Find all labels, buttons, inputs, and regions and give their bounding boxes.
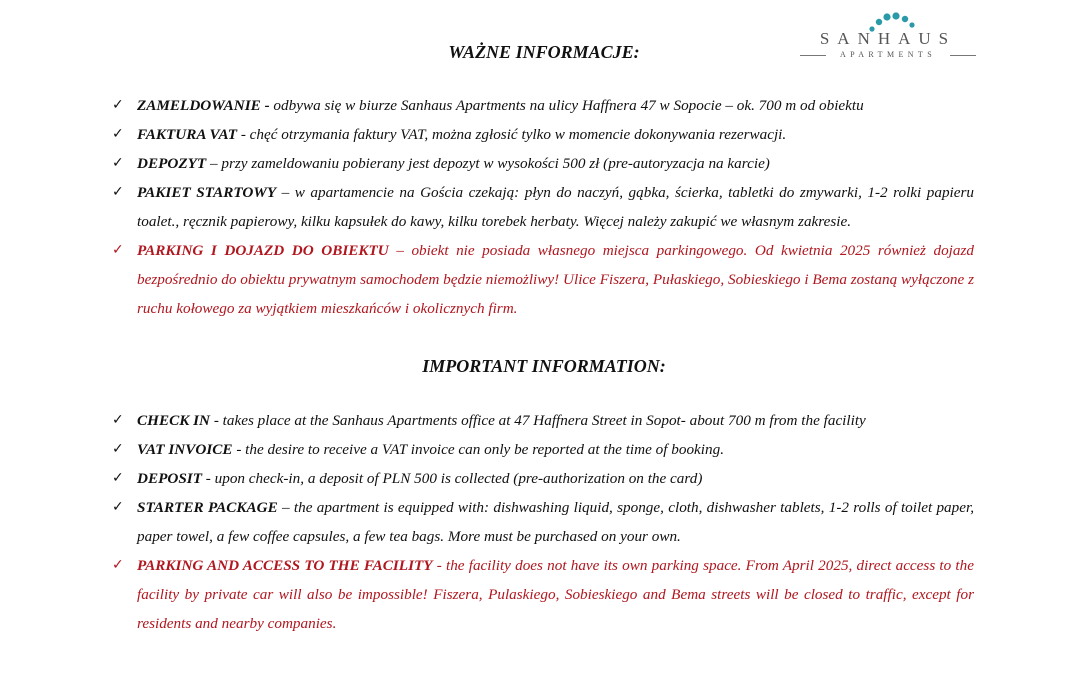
checkmark-icon: ✓ (112, 441, 124, 457)
list-item (112, 493, 974, 551)
item-text: - chęć otrzymania faktury VAT, można zgłosić tylko w momencie dokonywania rezerwacji. (237, 126, 787, 143)
item-text: - upon check-in, a deposit of PLN 500 is collected (pre-authorization on the card) (201, 470, 703, 487)
item-label: PAKIET STARTOWY (137, 184, 277, 201)
info-list-polish (112, 91, 974, 323)
list-item (112, 178, 974, 236)
heading-polish: WAŻNE INFORMACJE: (448, 42, 640, 62)
item-text: – the apartment is equipped with: dishwashing liquid, sponge, cloth, dishwasher tablets, 1-2 rolls of toilet paper, paper towel, a few coffee capsules, a few tea bags. More must be purchased on your own. (137, 499, 974, 545)
logo-subtitle: APARTMENTS (839, 50, 937, 59)
item-label: FAKTURA VAT (137, 126, 238, 143)
item-text: – obiekt nie posiada własnego miejsca parkingowego. Od kwietnia 2025 również dojazd bezpośrednio do obiektu prywatnym samochodem będzie niemożliwy! Ulice Fiszera, Pułaskiego, Sobieskiego i Bema zostaną wyłączone z ruchu kołowego za wyjątkiem mieszkańców i okolicznych firm. (137, 242, 974, 317)
item-label: PARKING I DOJAZD DO OBIEKTU (137, 242, 389, 259)
heading-english: IMPORTANT INFORMATION: (422, 356, 666, 376)
list-item (112, 406, 974, 435)
item-label: PARKING AND ACCESS TO THE FACILITY (137, 557, 433, 574)
list-item (112, 91, 974, 120)
checkmark-icon: ✓ (112, 242, 124, 258)
list-item (112, 149, 974, 178)
item-text: - takes place at the Sanhaus Apartments office at 47 Haffnera Street in Sopot- about 700 m from the facility (210, 412, 866, 429)
item-text: - the desire to receive a VAT invoice can only be reported at the time of booking. (232, 441, 724, 458)
item-label: DEPOZYT (137, 155, 207, 172)
item-label: VAT INVOICE (137, 441, 233, 458)
item-text: – przy zameldowaniu pobierany jest depozyt w wysokości 500 zł (pre-autoryzacja na karcie) (206, 155, 770, 172)
checkmark-icon: ✓ (112, 126, 124, 142)
item-label: ZAMELDOWANIE - (137, 97, 270, 114)
checkmark-icon: ✓ (112, 499, 124, 515)
item-text: - the facility does not have its own parking space. From April 2025, direct access to the facility by private car will also be impossible! Fiszera, Pulaskiego, Sobieskiego and Bema streets will be closed to traffic, except for residents and nearby companies. (137, 557, 974, 632)
list-item (112, 551, 974, 638)
info-list-english (112, 406, 974, 638)
checkmark-icon: ✓ (112, 470, 124, 486)
list-item (112, 464, 974, 493)
item-text: – w apartamencie na Gościa czekają: płyn do naczyń, gąbka, ścierka, tabletki do zmywarki, 1-2 rolki papieru toalet., ręcznik papierowy, kilku kapsułek do kawy, kilku torebek herbaty. Więcej należy zakupić we własnym zakresie. (137, 184, 975, 230)
list-item (112, 120, 974, 149)
list-item (112, 236, 974, 323)
checkmark-icon: ✓ (112, 412, 124, 428)
checkmark-icon: ✓ (112, 184, 124, 200)
logo-name: SANHAUS (819, 29, 957, 48)
checkmark-icon: ✓ (112, 97, 124, 113)
checkmark-icon: ✓ (112, 155, 124, 171)
list-item (112, 435, 974, 464)
item-label: DEPOSIT (137, 470, 202, 487)
item-label: STARTER PACKAGE (137, 499, 278, 516)
item-label: CHECK IN (137, 412, 211, 429)
checkmark-icon: ✓ (112, 557, 124, 573)
item-text: odbywa się w biurze Sanhaus Apartments na ulicy Haffnera 47 w Sopocie – ok. 700 m od obiektu (269, 97, 864, 114)
